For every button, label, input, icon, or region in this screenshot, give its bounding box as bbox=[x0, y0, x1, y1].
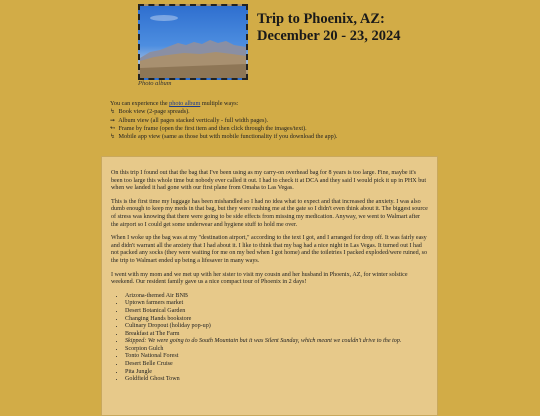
option-text: Album view (all pages stacked vertically - full width pages). bbox=[118, 116, 269, 124]
story-paragraph: On this trip I found out that the bag that I've been using as my carry-on overhead bag for 8 years is too large. Fine, maybe it's been too large this whole time but nobody ever called it out. I had to check it at DCA and they said I would pick it up in PHX but when we landed it had gone with our first plane from Omaha to Las Vegas. bbox=[111, 170, 427, 192]
mobile-icon: ↯ bbox=[110, 133, 116, 141]
list-item: • Uptown farmers market bbox=[125, 300, 428, 308]
page-title-line-1: Trip to Phoenix, AZ: bbox=[257, 11, 385, 27]
book-icon: ↯ bbox=[110, 108, 116, 116]
list-item: • Scorpion Gulch bbox=[125, 346, 428, 354]
list-item: • Tonto National Forest bbox=[125, 353, 428, 361]
list-item: • Desert Botanical Garden bbox=[125, 308, 428, 316]
list-item: • Culinary Dropout (holiday pop-up) bbox=[125, 323, 428, 331]
option-book-view bbox=[110, 108, 440, 116]
list-item-skipped: • Skipped: We were going to do South Mountain but it was Silent Sunday, which meant we couldn't drive to the top. bbox=[125, 338, 428, 346]
photo-album-thumbnail[interactable] bbox=[138, 4, 248, 80]
trip-story-box bbox=[101, 156, 438, 416]
page-title bbox=[257, 11, 457, 45]
list-item: • Pita Jungle bbox=[125, 369, 428, 377]
activity-list bbox=[111, 293, 428, 384]
intro-section bbox=[110, 100, 440, 141]
option-frame-view bbox=[110, 125, 440, 133]
option-text: Mobile app view (same as those but with mobile functionality if you download the app). bbox=[118, 133, 338, 141]
intro-suffix: multiple ways: bbox=[200, 100, 239, 107]
list-item: • Arizona-themed Air BNB bbox=[125, 293, 428, 301]
option-text: Book view (2-page spreads). bbox=[118, 108, 190, 116]
option-text: Frame by frame (open the first item and then click through the images/text). bbox=[118, 124, 307, 132]
list-item: • Changing Hands bookstore bbox=[125, 316, 428, 324]
story-paragraph: This is the first time my luggage has been mishandled so I had no idea what to expect and that increased the anxiety. I was also dumb enough to keep my meds in that bag, but they were rushing me at the gate so I didn't even think about it. The biggest source of stress was knowing that there were going to be side effects from missing my medication. Anyway, we went to Walmart after the airport so I could get some underwear and hygiene stuff to hold me over. bbox=[111, 198, 428, 228]
arrow-right-icon: ➞ bbox=[110, 116, 116, 124]
story-paragraph: I went with my mom and we met up with her sister to visit my cousin and her husband in Phoenix, AZ, for winter solstice weekend. Our resident family gave us a nice compact tour of Phoenix in 2 days! bbox=[111, 271, 408, 286]
intro-text bbox=[110, 100, 440, 108]
photo-album-link[interactable]: photo album bbox=[169, 100, 201, 107]
intro-prefix: You can experience the bbox=[110, 100, 170, 107]
option-mobile-view bbox=[110, 133, 440, 141]
option-album-view bbox=[110, 117, 440, 125]
mountain-landscape-image bbox=[140, 6, 246, 78]
story-paragraph: When I woke up the bag was at my "destination airport," according to the text I got, and I arranged for drop off. It was fairly easy and didn't warrant all the anxiety that I had about it. I like to think that my bag had a nice night in Las Vegas. It turned out I had not packed any socks (they were waiting for me on my bed when I got home) and the toiletries I packed exploded/were ruined, so the trip to Walmart ended up being a lifesaver in many ways. bbox=[111, 235, 428, 264]
list-item: • Desert Belle Cruise bbox=[125, 361, 428, 369]
list-item: • Breakfast at The Farm bbox=[125, 331, 428, 339]
page-title-line-2: December 20 - 23, 2024 bbox=[257, 28, 401, 44]
arrow-curved-icon: ↬ bbox=[110, 124, 116, 132]
photo-caption: Photo album bbox=[138, 80, 172, 87]
list-item: • Goldfield Ghost Town bbox=[125, 376, 428, 384]
